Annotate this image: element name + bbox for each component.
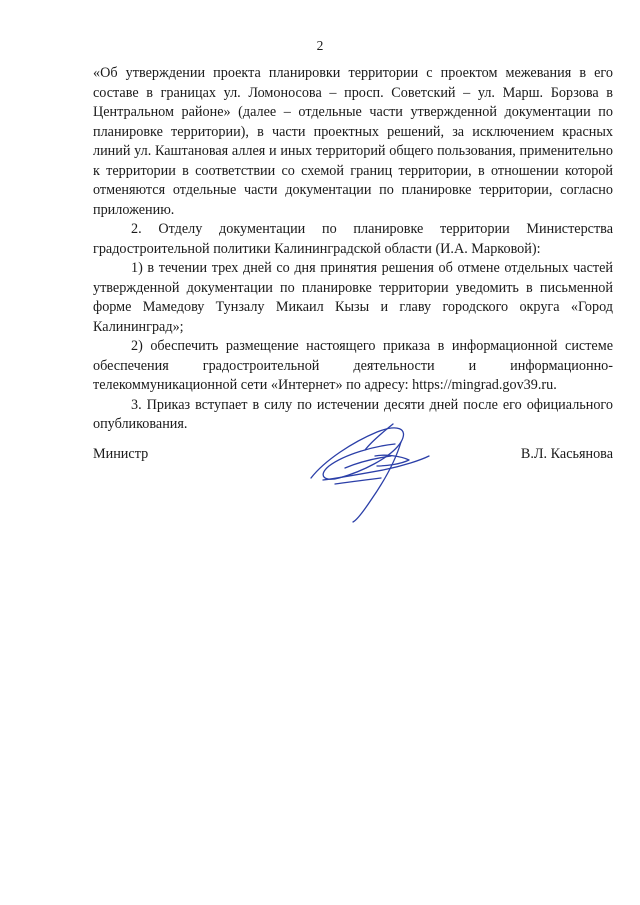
paragraph-subitem-2: 2) обеспечить размещение настоящего приказа в информационной системе обеспечения градостроительной деятельности и информационно-телекоммуникационной сети «Интернет» по адресу: https://mingrad.gov39.ru.: [93, 338, 613, 393]
paragraph-intro: «Об утверждении проекта планировки территории с проектом межевания в его составе в границах ул. Ломоносова – просп. Советский – ул. Марш. Борзова в Центральном районе» (далее – отдельные части утвержденной документации по планировке территории), в части проектных решений, за исключением красных линий ул. Каштановая аллея и иных территорий общего пользования, применительно к территории в соответствии со схемой границ территории, в отношении которой отменяются отдельные части документации по планировке территории, согласно приложению.: [93, 65, 613, 218]
signatory-title: Министр: [93, 446, 149, 462]
signatory-name: В.Л. Касьянова: [520, 446, 613, 462]
handwritten-signature: [305, 420, 435, 524]
document-body: [93, 64, 613, 435]
page-number: 2: [316, 38, 324, 53]
paragraph-subitem-1: 1) в течении трех дней со дня принятия решения об отмене отдельных частей утвержденной документации по планировке территории уведомить в письменной форме Мамедову Тунзалу Микаил Кызы и главу городского округа «Город Калининград»;: [93, 260, 613, 335]
signature-block: [93, 446, 613, 526]
paragraph-item-3: 3. Приказ вступает в силу по истечении десяти дней после его официального опубликования.: [93, 396, 613, 432]
paragraph-item-2: 2. Отделу документации по планировке территории Министерства градостроительной политики Калининградской области (И.А. Марковой):: [93, 221, 613, 257]
